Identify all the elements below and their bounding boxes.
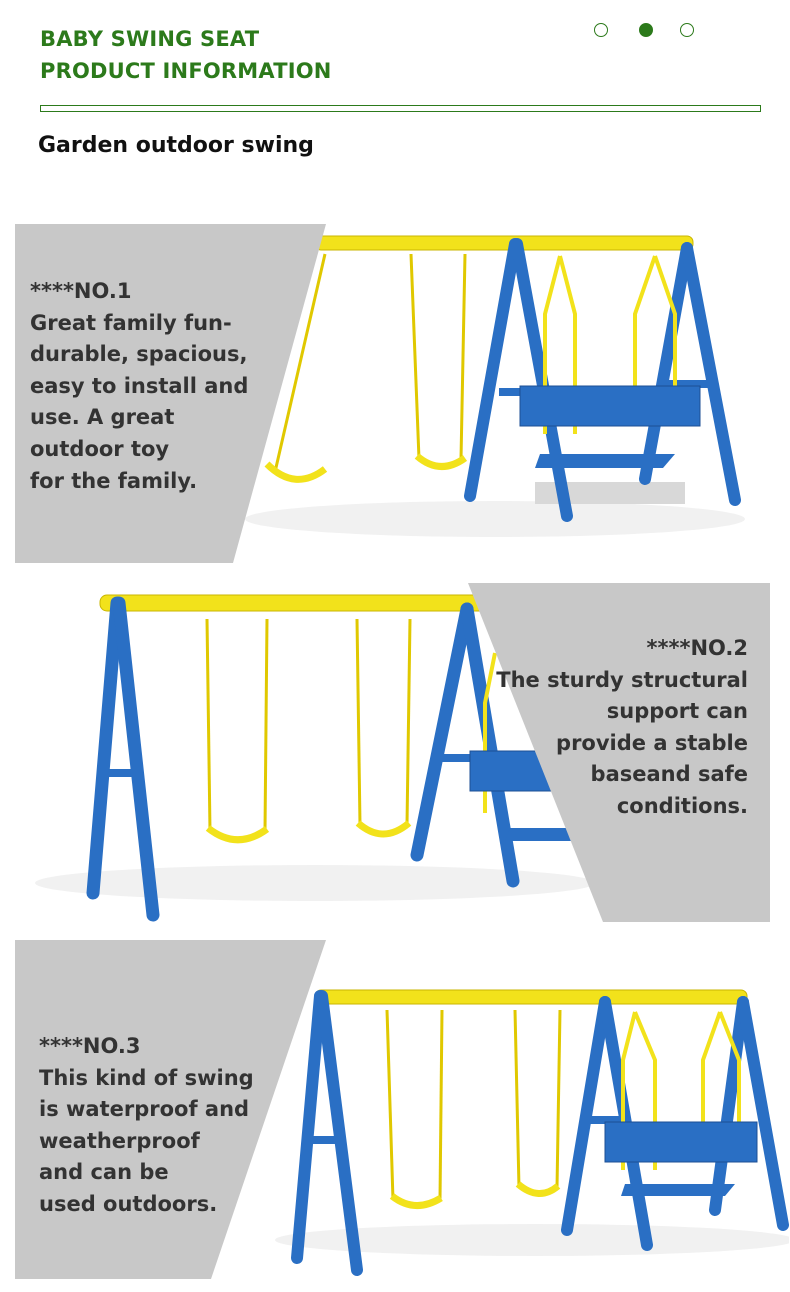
feature-heading-1: ****NO.1 [30, 279, 132, 303]
title-line-2: PRODUCT INFORMATION [40, 59, 332, 83]
feature-line: use. A great [30, 405, 175, 430]
feature-line: baseand safe [590, 762, 748, 787]
feature-text-3 [39, 1031, 254, 1221]
feature-line: outdoor toy [30, 436, 170, 461]
feature-heading-2: ****NO.2 [646, 636, 748, 660]
carousel-dot-1[interactable] [594, 23, 608, 37]
feature-line: weatherproof [39, 1128, 200, 1153]
feature-panel-1 [15, 224, 789, 563]
feature-line: conditions. [616, 793, 748, 818]
carousel-dot-2[interactable] [639, 23, 653, 37]
feature-line: This kind of swing [39, 1065, 254, 1090]
feature-line: and can be [39, 1160, 169, 1185]
feature-panel-3 [15, 940, 789, 1279]
carousel-dot-3[interactable] [680, 23, 694, 37]
page-subtitle: Garden outdoor swing [38, 133, 314, 158]
feature-line: support can [606, 699, 748, 724]
feature-line: durable, spacious, [30, 342, 248, 367]
title-line-1: BABY SWING SEAT [40, 27, 260, 51]
feature-line: for the family. [30, 468, 198, 493]
feature-line: Great family fun- [30, 310, 232, 335]
feature-panel-2 [15, 583, 770, 922]
feature-line: easy to install and [30, 373, 249, 398]
feature-line: The sturdy structural [496, 667, 748, 692]
carousel-dots [594, 23, 704, 41]
feature-line: used outdoors. [39, 1191, 218, 1216]
feature-heading-3: ****NO.3 [39, 1034, 141, 1058]
header-divider [40, 105, 761, 112]
feature-line: provide a stable [556, 730, 748, 755]
feature-text-1 [30, 276, 248, 497]
feature-line: is waterproof and [39, 1097, 250, 1122]
feature-text-2 [496, 633, 748, 823]
